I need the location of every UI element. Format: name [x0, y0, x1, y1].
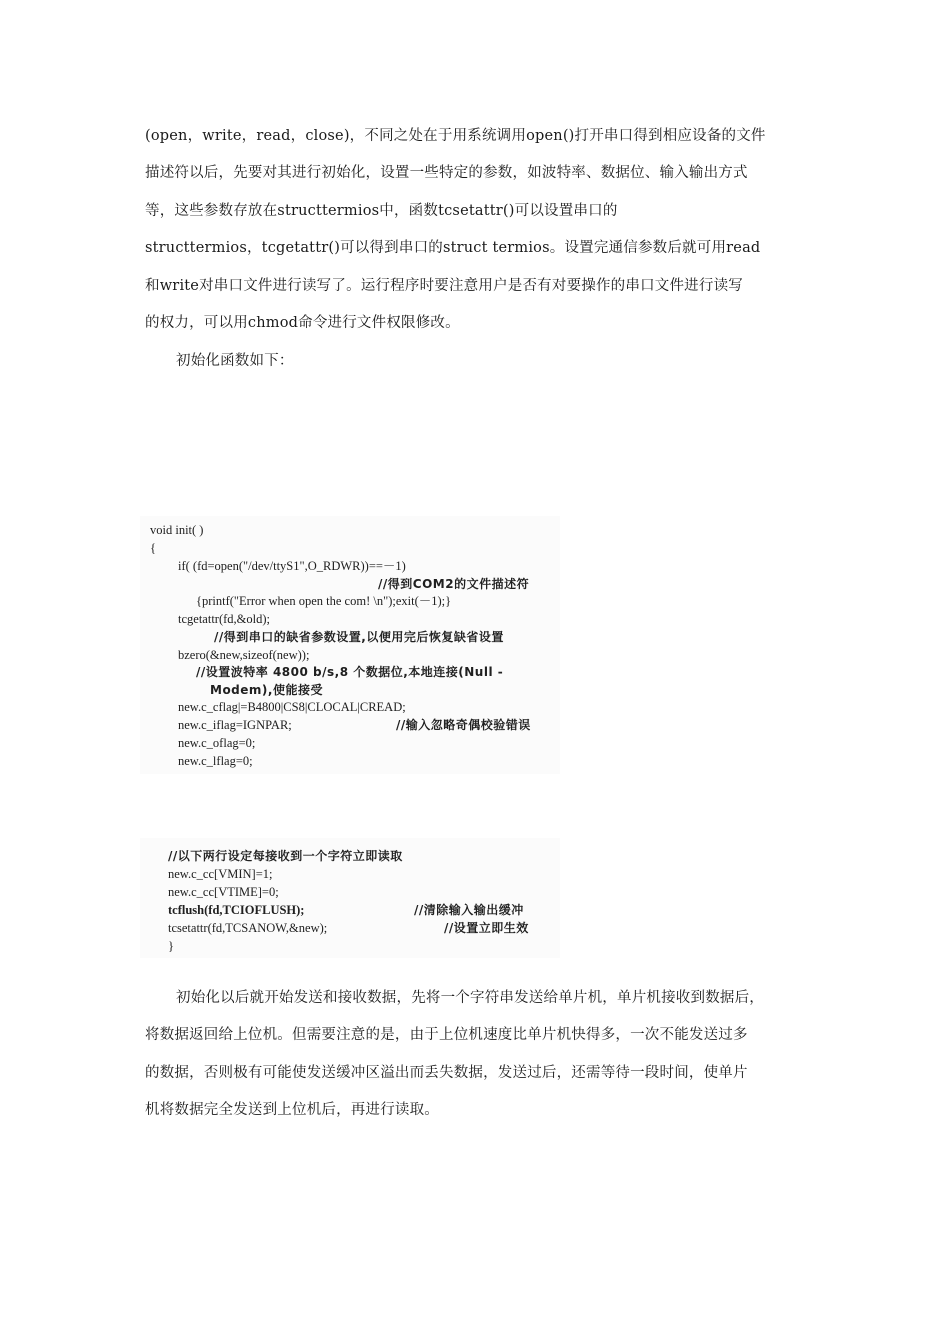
code-line: {: [150, 541, 156, 555]
paragraph-line: 的权力，可以用chmod命令进行文件权限修改。: [145, 315, 460, 331]
code-comment: //以下两行设定每接收到一个字符立即读取: [168, 849, 403, 863]
init-heading: 初始化函数如下：: [176, 353, 294, 369]
code-line: if( (fd=open("/dev/ttyS1",O_RDWR))==－1): [178, 559, 406, 573]
code-line: tcflush(fd,TCIOFLUSH);: [168, 903, 305, 917]
paragraph-line: 等，这些参数存放在structtermios中，函数tcsetattr()可以设置串口的: [145, 203, 618, 219]
code-line: new.c_cc[VTIME]=0;: [168, 885, 279, 899]
code-figure-2: [140, 838, 560, 958]
code-line: new.c_oflag=0;: [178, 736, 256, 750]
code-figure-1: [140, 516, 560, 774]
code-comment: //清除输入输出缓冲: [414, 903, 524, 917]
code-line: tcgetattr(fd,&old);: [178, 612, 270, 626]
code-comment: //得到COM2的文件描述符: [378, 577, 530, 591]
paragraph-line: (open，write，read，close)，不同之处在于用系统调用open()打开串口得到相应设备的文件: [145, 128, 766, 144]
code-line: new.c_lflag=0;: [178, 754, 253, 768]
paragraph-line: 将数据返回给上位机。但需要注意的是，由于上位机速度比单片机快得多，一次不能发送过多: [145, 1027, 748, 1043]
code-line: }: [168, 939, 174, 953]
code-comment: Modem),使能接受: [210, 683, 323, 697]
paragraph-line: 的数据，否则极有可能使发送缓冲区溢出而丢失数据，发送过后，还需等待一段时间，使单片: [145, 1065, 748, 1081]
code-comment: //得到串口的缺省参数设置,以便用完后恢复缺省设置: [214, 630, 504, 644]
code-line: {printf("Error when open the com! \n");exit(－1);}: [196, 594, 452, 608]
paragraph-line: structtermios，tcgetattr()可以得到串口的struct termios。设置完通信参数后就可用read: [145, 240, 761, 256]
code-line: new.c_iflag=IGNPAR;: [178, 718, 292, 732]
code-comment: //输入忽略奇偶校验错误: [396, 718, 531, 732]
code-line: bzero(&new,sizeof(new));: [178, 648, 310, 662]
code-comment: //设置波特率 4800 b/s,8 个数据位,本地连接(Null -: [196, 665, 504, 679]
paragraph-line: 机将数据完全发送到上位机后，再进行读取。: [145, 1102, 439, 1118]
code-line: new.c_cc[VMIN]=1;: [168, 867, 273, 881]
code-comment: //设置立即生效: [444, 921, 529, 935]
paragraph-line: 描述符以后，先要对其进行初始化，设置一些特定的参数，如波特率、数据位、输入输出方式: [145, 165, 748, 181]
code-line: new.c_cflag|=B4800|CS8|CLOCAL|CREAD;: [178, 700, 406, 714]
code-line: tcsetattr(fd,TCSANOW,&new);: [168, 921, 328, 935]
paragraph-line: 和write对串口文件进行读写了。运行程序时要注意用户是否有对要操作的串口文件进行读写: [145, 278, 743, 294]
paragraph-line: 初始化以后就开始发送和接收数据，先将一个字符串发送给单片机，单片机接收到数据后，: [176, 990, 764, 1006]
code-line: void init( ): [150, 523, 204, 537]
